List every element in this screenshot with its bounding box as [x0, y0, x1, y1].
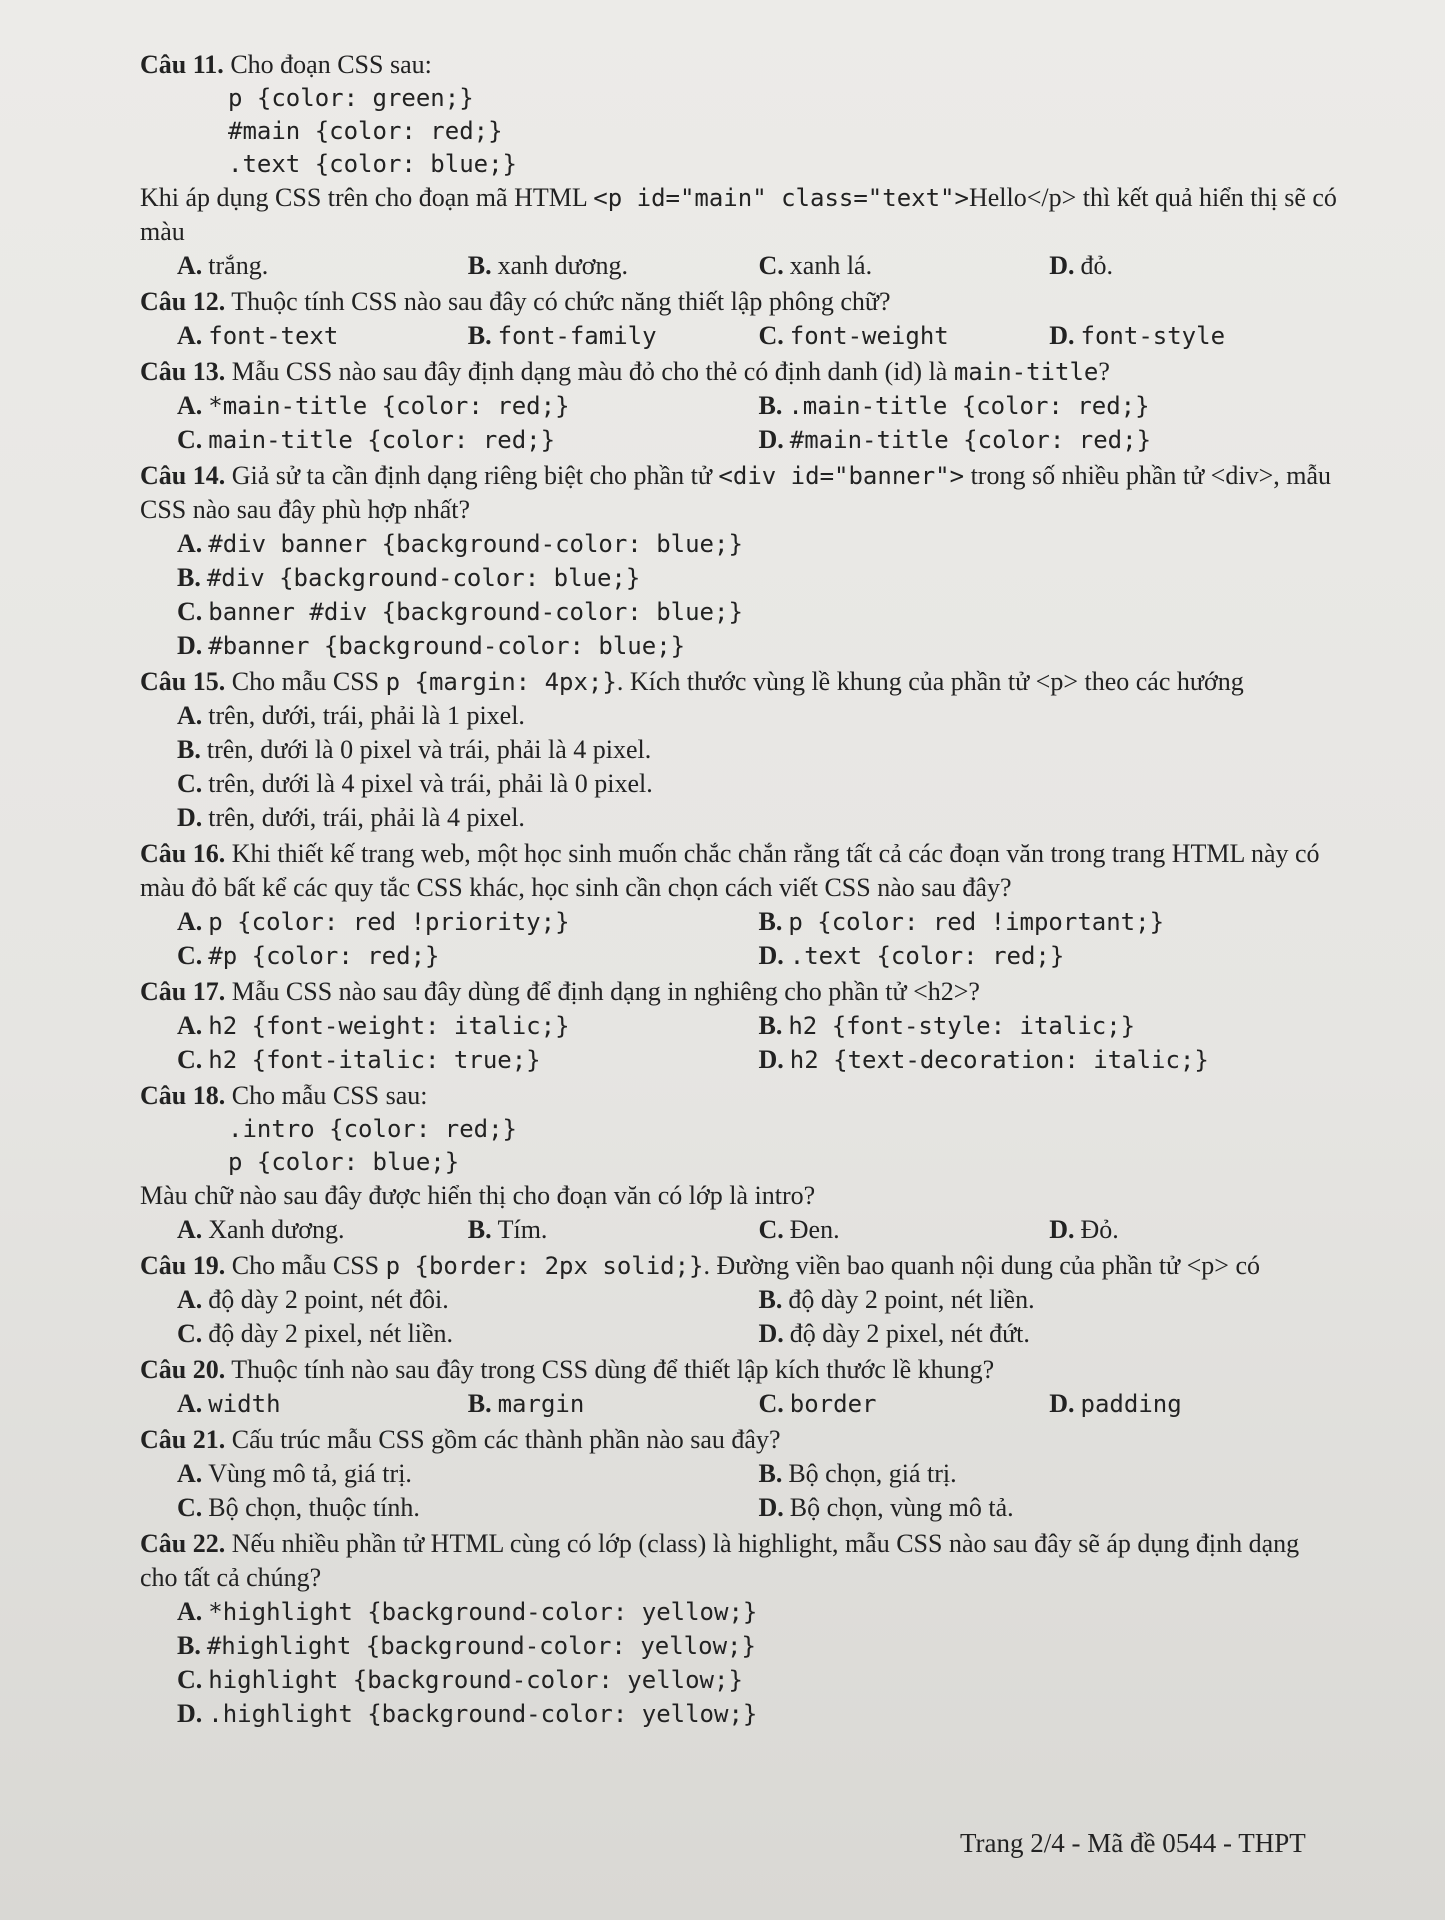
option-label: A.	[177, 1597, 203, 1626]
question-number: Câu 18.	[140, 1081, 226, 1110]
answer-option	[468, 1387, 759, 1421]
stem-code: <div id="banner">	[718, 462, 965, 490]
question-stem	[140, 1423, 1340, 1457]
question-stem	[140, 1353, 1340, 1387]
answer-option	[1049, 249, 1340, 283]
option-text: đỏ.	[1080, 251, 1114, 280]
option-label: D.	[758, 941, 784, 970]
stem-text: Thuộc tính CSS nào sau đây có chức năng thiết lập phông chữ?	[231, 287, 891, 316]
option-text: p {color: red !priority;}	[208, 908, 570, 936]
option-label: B.	[758, 1285, 783, 1314]
question-stem	[140, 665, 1340, 699]
option-label: C.	[758, 251, 784, 280]
stem-end: . Kích thước vùng lề khung của phần tử <p> theo các hướng	[616, 667, 1244, 696]
answer-option	[759, 1213, 1050, 1247]
option-text: Vùng mô tả, giá trị.	[208, 1459, 412, 1488]
stem2-end: Hello</p> thì kết quả hiển thị sẽ có màu	[140, 183, 1337, 246]
stem2-code: <p id="main" class="text">	[593, 184, 969, 212]
option-text: xanh lá.	[789, 251, 873, 280]
option-text: #highlight {background-color: yellow;}	[206, 1632, 756, 1660]
options-row	[140, 1317, 1340, 1351]
option-text: trên, dưới, trái, phải là 4 pixel.	[208, 803, 525, 832]
option-label: A.	[177, 1389, 203, 1418]
stem-code: main-title	[953, 358, 1099, 386]
question-stem-continued	[140, 181, 1340, 249]
option-text: Bộ chọn, vùng mô tả.	[789, 1493, 1014, 1522]
option-text: #main-title {color: red;}	[789, 426, 1152, 454]
option-text: trên, dưới, trái, phải là 1 pixel.	[208, 701, 525, 730]
answer-option	[140, 629, 1340, 663]
code-line: .intro {color: red;}	[228, 1115, 517, 1143]
option-text: banner #div {background-color: blue;}	[208, 598, 743, 626]
question	[140, 48, 1340, 283]
answer-option	[177, 1213, 468, 1247]
option-text: .main-title {color: red;}	[788, 392, 1150, 420]
question	[140, 1353, 1340, 1421]
question-stem	[140, 285, 1340, 319]
option-text: *main-title {color: red;}	[208, 392, 570, 420]
option-text: độ dày 2 pixel, nét đứt.	[789, 1319, 1030, 1348]
answer-option	[140, 1697, 1340, 1731]
option-text: h2 {font-style: italic;}	[788, 1012, 1136, 1040]
option-label: A.	[177, 1285, 203, 1314]
option-text: border	[789, 1390, 877, 1418]
option-label: A.	[177, 321, 203, 350]
answer-option	[140, 1595, 1340, 1629]
code-line: .text {color: blue;}	[228, 150, 517, 178]
answer-option	[177, 1457, 759, 1491]
stem-text: Thuộc tính nào sau đây trong CSS dùng để thiết lập kích thước lề khung?	[231, 1355, 995, 1384]
option-text: h2 {font-weight: italic;}	[208, 1012, 570, 1040]
answer-option	[177, 1387, 468, 1421]
option-label: C.	[177, 1319, 203, 1348]
option-text: trên, dưới là 0 pixel và trái, phải là 4 pixel.	[206, 735, 652, 764]
options-row	[140, 1043, 1340, 1077]
question-number: Câu 19.	[140, 1251, 226, 1280]
answer-option	[140, 801, 1340, 835]
answer-option	[177, 939, 759, 973]
answer-option	[759, 1317, 1341, 1351]
code-block	[140, 82, 1340, 181]
answer-option	[177, 1009, 759, 1043]
code-block	[140, 1113, 1340, 1179]
answer-option	[140, 527, 1340, 561]
option-text: #banner {background-color: blue;}	[208, 632, 686, 660]
option-text: Đỏ.	[1080, 1215, 1119, 1244]
option-label: D.	[177, 631, 203, 660]
question-stem	[140, 1079, 1340, 1113]
option-text: margin	[497, 1390, 585, 1418]
options-row	[140, 319, 1340, 353]
stem-end: . Đường viền bao quanh nội dung của phần tử <p> có	[703, 1251, 1261, 1280]
option-text: *highlight {background-color: yellow;}	[208, 1598, 758, 1626]
option-label: D.	[177, 803, 203, 832]
question-stem	[140, 1249, 1340, 1283]
option-text: font-weight	[789, 322, 949, 350]
option-text: xanh dương.	[497, 251, 628, 280]
answer-option	[177, 1043, 759, 1077]
question	[140, 1079, 1340, 1247]
answer-option	[759, 249, 1050, 283]
answer-option	[177, 1317, 759, 1351]
answer-option	[140, 699, 1340, 733]
answer-option	[140, 561, 1340, 595]
option-label: A.	[177, 1459, 203, 1488]
option-label: D.	[758, 425, 784, 454]
option-text: Tím.	[497, 1215, 548, 1244]
option-label: D.	[177, 1699, 203, 1728]
answer-option	[140, 1629, 1340, 1663]
stem-text: Cho mẫu CSS	[231, 667, 386, 696]
option-text: width	[208, 1390, 281, 1418]
option-text: main-title {color: red;}	[208, 426, 556, 454]
answer-option	[468, 249, 759, 283]
option-label: C.	[177, 769, 203, 798]
options-row	[140, 1387, 1340, 1421]
answer-option	[177, 905, 759, 939]
option-text: #p {color: red;}	[208, 942, 440, 970]
question-stem	[140, 355, 1340, 389]
option-label: B.	[758, 1459, 783, 1488]
stem-text: Nếu nhiều phần tử HTML cùng có lớp (class) là highlight, mẫu CSS nào sau đây sẽ áp dụng định dạng cho tất cả chúng?	[140, 1529, 1300, 1592]
question	[140, 665, 1340, 835]
option-text: Bộ chọn, giá trị.	[788, 1459, 957, 1488]
option-label: C.	[177, 1045, 203, 1074]
option-label: B.	[758, 907, 783, 936]
answer-option	[140, 767, 1340, 801]
question	[140, 1423, 1340, 1525]
question	[140, 355, 1340, 457]
options-row	[140, 423, 1340, 457]
options-row	[140, 905, 1340, 939]
option-label: A.	[177, 907, 203, 936]
question-number: Câu 22.	[140, 1529, 226, 1558]
option-text: Bộ chọn, thuộc tính.	[208, 1493, 420, 1522]
option-text: Đen.	[789, 1215, 840, 1244]
option-label: D.	[1049, 1215, 1075, 1244]
options-row	[140, 1009, 1340, 1043]
answer-option	[759, 905, 1341, 939]
question-number: Câu 15.	[140, 667, 226, 696]
option-text: font-family	[497, 322, 657, 350]
question-number: Câu 21.	[140, 1425, 226, 1454]
options-row	[140, 249, 1340, 283]
option-text: h2 {text-decoration: italic;}	[789, 1046, 1209, 1074]
option-label: C.	[177, 1665, 203, 1694]
answer-option	[177, 423, 759, 457]
option-text: padding	[1080, 1390, 1182, 1418]
option-label: C.	[758, 321, 784, 350]
answer-option	[177, 1283, 759, 1317]
page-footer: Trang 2/4 - Mã đề 0544 - THPT	[960, 1828, 1306, 1858]
code-line: p {color: green;}	[228, 84, 474, 112]
stem-code: p {border: 2px solid;}	[385, 1252, 704, 1280]
option-text: highlight {background-color: yellow;}	[208, 1666, 743, 1694]
question-number: Câu 20.	[140, 1355, 226, 1384]
option-text: .highlight {background-color: yellow;}	[208, 1700, 758, 1728]
question	[140, 975, 1340, 1077]
answer-option	[759, 319, 1050, 353]
option-label: D.	[1049, 321, 1075, 350]
answer-option	[759, 1491, 1341, 1525]
options-row	[140, 1213, 1340, 1247]
option-text: .text {color: red;}	[789, 942, 1065, 970]
answer-option	[177, 319, 468, 353]
option-label: C.	[177, 425, 203, 454]
answer-option	[1049, 1387, 1340, 1421]
question-list	[140, 48, 1340, 1733]
stem2-text: Màu chữ nào sau đây được hiển thị cho đoạn văn có lớp là intro?	[140, 1181, 816, 1210]
option-label: A.	[177, 1215, 203, 1244]
option-label: A.	[177, 251, 203, 280]
option-text: độ dày 2 point, nét liền.	[788, 1285, 1035, 1314]
option-label: D.	[758, 1319, 784, 1348]
option-text: #div banner {background-color: blue;}	[208, 530, 743, 558]
question-number: Câu 14.	[140, 461, 226, 490]
question-number: Câu 12.	[140, 287, 226, 316]
option-label: C.	[177, 941, 203, 970]
option-text: độ dày 2 point, nét đôi.	[208, 1285, 449, 1314]
option-label: B.	[467, 1215, 492, 1244]
question-stem	[140, 975, 1340, 1009]
option-text: h2 {font-italic: true;}	[208, 1046, 541, 1074]
answer-option	[468, 319, 759, 353]
answer-option	[759, 1457, 1341, 1491]
answer-option	[759, 1043, 1341, 1077]
stem-end: trong số nhiều phần tử <div>, mẫu CSS nào sau đây phù hợp nhất?	[140, 461, 1331, 524]
question-number: Câu 13.	[140, 357, 226, 386]
stem-text: Cho đoạn CSS sau:	[230, 50, 432, 79]
answer-option	[759, 389, 1341, 423]
stem-code: p {margin: 4px;}	[385, 668, 617, 696]
option-text: trắng.	[208, 251, 269, 280]
option-label: C.	[758, 1215, 784, 1244]
option-label: D.	[758, 1045, 784, 1074]
option-label: B.	[758, 1011, 783, 1040]
question-stem-continued	[140, 1179, 1340, 1213]
answer-option	[468, 1213, 759, 1247]
question	[140, 1249, 1340, 1351]
option-label: B.	[177, 735, 201, 764]
code-line: p {color: blue;}	[228, 1148, 460, 1176]
question-stem	[140, 48, 1340, 82]
option-label: C.	[177, 1493, 203, 1522]
stem-text: Cho mẫu CSS sau:	[231, 1081, 428, 1110]
question-number: Câu 17.	[140, 977, 226, 1006]
option-text: #div {background-color: blue;}	[206, 564, 641, 592]
option-label: D.	[1049, 251, 1075, 280]
option-label: A.	[177, 701, 203, 730]
answer-option	[177, 1491, 759, 1525]
answer-option	[759, 1009, 1341, 1043]
answer-option	[1049, 319, 1340, 353]
question-stem	[140, 837, 1340, 905]
answer-option	[759, 423, 1341, 457]
answer-option	[177, 389, 759, 423]
answer-option	[140, 733, 1340, 767]
stem2-text: Khi áp dụng CSS trên cho đoạn mã HTML	[140, 183, 594, 212]
answer-option	[759, 939, 1341, 973]
option-label: D.	[1049, 1389, 1075, 1418]
option-text: Xanh dương.	[208, 1215, 345, 1244]
options-row	[140, 1457, 1340, 1491]
options-row	[140, 1283, 1340, 1317]
option-label: B.	[758, 391, 783, 420]
option-label: A.	[177, 391, 203, 420]
stem-text: Mẫu CSS nào sau đây dùng để định dạng in nghiêng cho phần tử <h2>?	[231, 977, 980, 1006]
option-label: B.	[177, 563, 201, 592]
question-number: Câu 11.	[140, 50, 224, 79]
stem-text: Cho mẫu CSS	[231, 1251, 386, 1280]
option-text: trên, dưới là 4 pixel và trái, phải là 0 pixel.	[208, 769, 653, 798]
option-label: C.	[177, 597, 203, 626]
question-stem	[140, 459, 1340, 527]
option-label: B.	[467, 1389, 492, 1418]
question	[140, 1527, 1340, 1731]
option-label: C.	[758, 1389, 784, 1418]
answer-option	[759, 1387, 1050, 1421]
question	[140, 837, 1340, 973]
option-label: D.	[758, 1493, 784, 1522]
option-label: B.	[467, 321, 492, 350]
code-line: #main {color: red;}	[228, 117, 503, 145]
stem-text: Mẫu CSS nào sau đây định dạng màu đỏ cho thẻ có định danh (id) là	[231, 357, 954, 386]
stem-text: Cấu trúc mẫu CSS gồm các thành phần nào sau đây?	[231, 1425, 781, 1454]
option-text: font-style	[1080, 322, 1226, 350]
answer-option	[759, 1283, 1341, 1317]
answer-option	[177, 249, 468, 283]
option-label: A.	[177, 529, 203, 558]
options-row	[140, 1491, 1340, 1525]
answer-option	[1049, 1213, 1340, 1247]
stem-end: ?	[1098, 357, 1110, 386]
question	[140, 285, 1340, 353]
option-label: B.	[467, 251, 492, 280]
question-number: Câu 16.	[140, 839, 226, 868]
option-text: p {color: red !important;}	[788, 908, 1165, 936]
answer-option	[140, 595, 1340, 629]
option-text: font-text	[208, 322, 339, 350]
option-label: B.	[177, 1631, 201, 1660]
stem-text: Khi thiết kế trang web, một học sinh muốn chắc chắn rằng tất cả các đoạn văn trong trang HTML này có màu đỏ bất kể các quy tắc CSS khác, học sinh cần chọn cách viết CSS nào sau đây?	[140, 839, 1320, 902]
option-text: độ dày 2 pixel, nét liền.	[208, 1319, 454, 1348]
answer-option	[140, 1663, 1340, 1697]
options-row	[140, 389, 1340, 423]
option-label: A.	[177, 1011, 203, 1040]
options-row	[140, 939, 1340, 973]
stem-text: Giả sử ta cần định dạng riêng biệt cho phần tử	[231, 461, 719, 490]
question	[140, 459, 1340, 663]
question-stem	[140, 1527, 1340, 1595]
